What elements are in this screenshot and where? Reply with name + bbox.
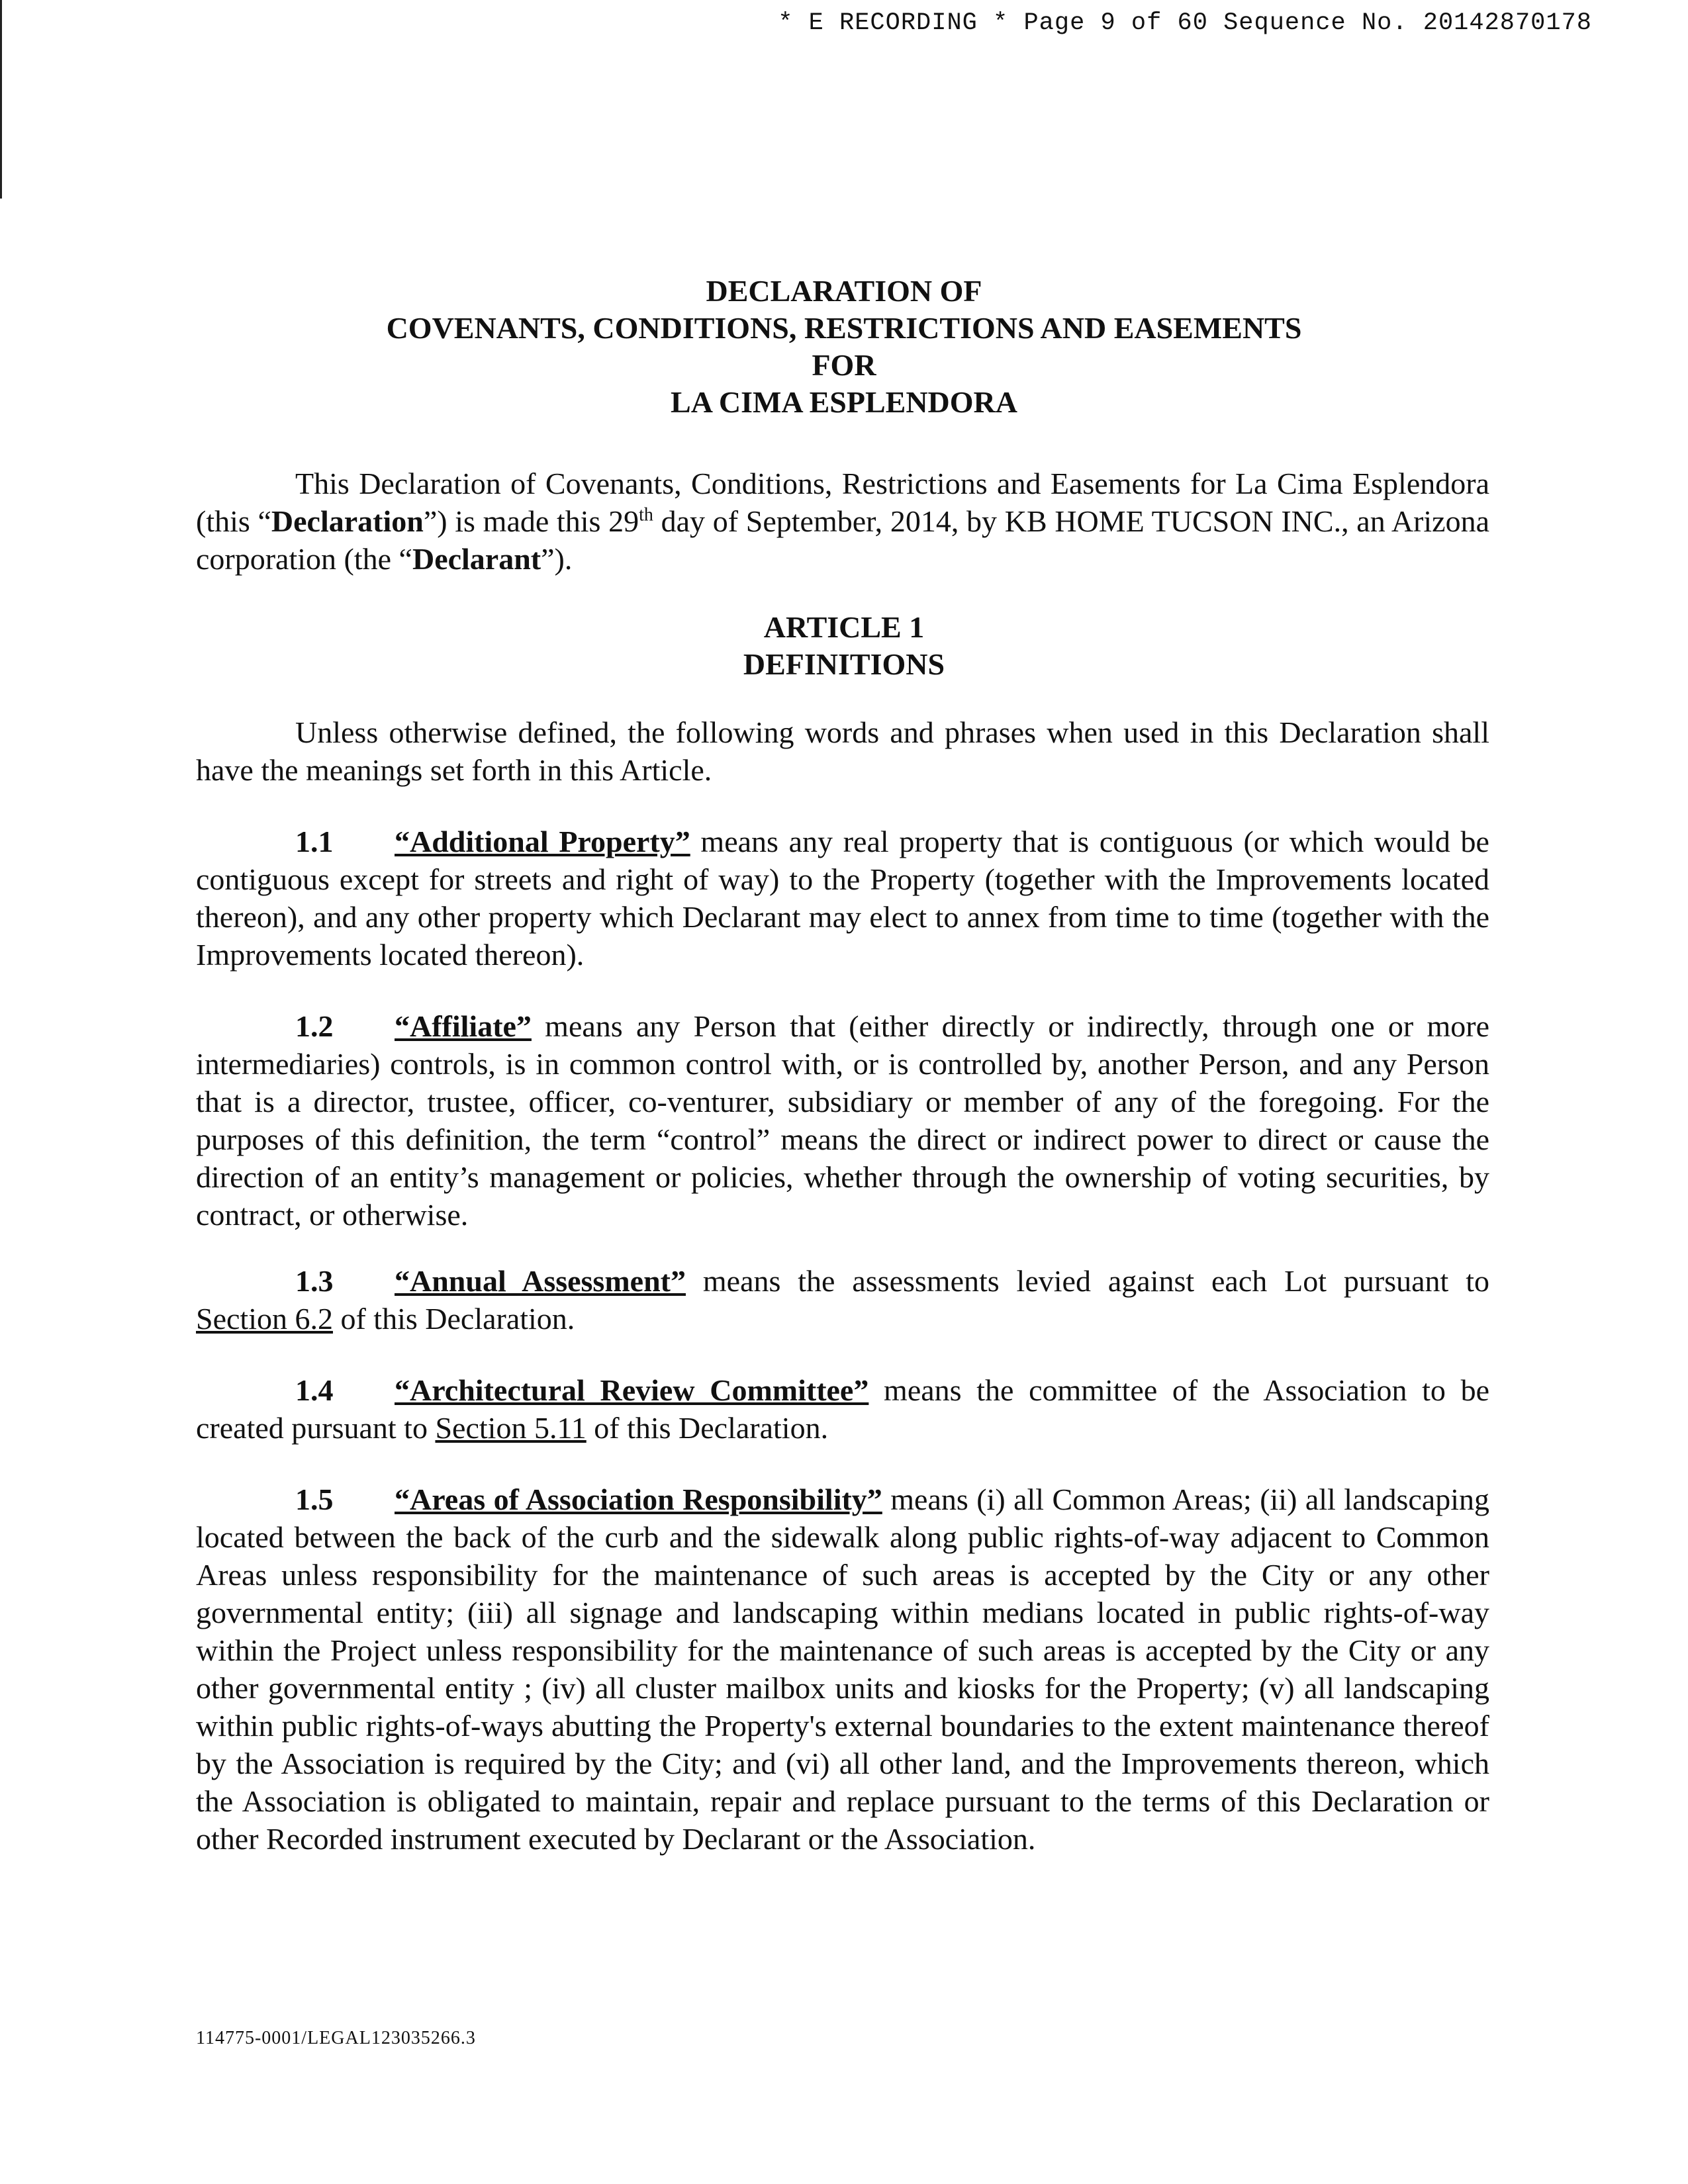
declaration-term: Declaration [271, 504, 424, 538]
definition-1-3: 1.3 “Annual Assessment” means the assessments levied against each Lot pursuant to Section 6.2 of this Declaration. [196, 1262, 1489, 1338]
defined-term: “Areas of Association Responsibility” [395, 1482, 882, 1516]
definition-1-4: 1.4 “Architectural Review Committee” means the committee of the Association to be created pursuant to Section 5.11 of this Declaration. [196, 1371, 1489, 1447]
section-number: 1.5 [295, 1482, 334, 1516]
declarant-term: Declarant [412, 542, 541, 576]
section-reference-link[interactable]: Section 5.11 [435, 1411, 586, 1445]
section-number: 1.3 [295, 1264, 334, 1298]
document-title [0, 273, 1688, 421]
preamble-paragraph: Unless otherwise defined, the following words and phrases when used in this Declaration shall have the meanings set forth in this Article. [196, 715, 1489, 787]
document-footer-id: 114775-0001/LEGAL123035266.3 [196, 2028, 476, 2048]
article-title: DEFINITIONS [743, 647, 945, 681]
defined-term: “Affiliate” [395, 1009, 532, 1043]
article-heading [0, 609, 1688, 683]
section-number: 1.4 [295, 1373, 334, 1407]
definition-1-5: 1.5 “Areas of Association Responsibility” means (i) all Common Areas; (ii) all landscaping located between the back of the curb and the sidewalk along public rights-of-way adjacent to Common Areas unless responsibility for the maintenance of such areas is accepted by the City or any other governmental entity; (iii) all signage and landscaping within medians located in public rights-of-way within the Project unless responsibility for the maintenance of such areas is accepted by the City or any other governmental entity ; (iv) all cluster mailbox units and kiosks for the Property; (v) all landscaping within public rights-of-ways abutting the Property's external boundaries to the extent maintenance thereof by the Association is required by the City; and (vi) all other land, and the Improvements thereon, which the Association is obligated to maintain, repair and replace pursuant to the terms of this Declaration or other Recorded instrument executed by Declarant or the Association. [196, 1480, 1489, 1858]
defined-term: “Architectural Review Committee” [395, 1373, 869, 1407]
section-number: 1.2 [295, 1009, 334, 1043]
title-line-3: FOR [812, 348, 876, 382]
defined-term: “Additional Property” [395, 825, 690, 858]
definition-1-1: 1.1 “Additional Property” means any real property that is contiguous (or which would be contiguous except for streets and right of way) to the Property (together with the Improvements located thereon), and any other property which Declarant may elect to annex from time to time (together with the Improvements located thereon). [196, 823, 1489, 974]
recording-header: * E RECORDING * Page 9 of 60 Sequence No. 20142870178 [778, 9, 1592, 37]
definition-1-2: 1.2 “Affiliate” means any Person that (either directly or indirectly, through one or more intermediaries) controls, is in common control with, or is controlled by, another Person, and any Person that is a director, trustee, officer, co-venturer, subsidiary or member of any of the foregoing. For the purposes of this definition, the term “control” means the direct or indirect power to direct or cause the direction of an entity’s management or policies, whether through the ownership of voting securities, by contract, or otherwise. [196, 1007, 1489, 1234]
title-line-1: DECLARATION OF [706, 274, 982, 308]
article-number: ARTICLE 1 [763, 610, 925, 644]
intro-paragraph: This Declaration of Covenants, Conditions, Restrictions and Easements for La Cima Esplendora (this “Declaration”) is made this 29th day of September, 2014, by KB HOME TUCSON INC., an Arizona corporation (the “Declarant”). [196, 467, 1490, 576]
section-number: 1.1 [295, 825, 334, 858]
title-line-2: COVENANTS, CONDITIONS, RESTRICTIONS AND EASEMENTS [386, 311, 1302, 345]
title-line-4: LA CIMA ESPLENDORA [671, 385, 1017, 419]
defined-term: “Annual Assessment” [395, 1264, 686, 1298]
section-reference-link[interactable]: Section 6.2 [196, 1302, 333, 1336]
page-edge-line [0, 0, 2, 199]
